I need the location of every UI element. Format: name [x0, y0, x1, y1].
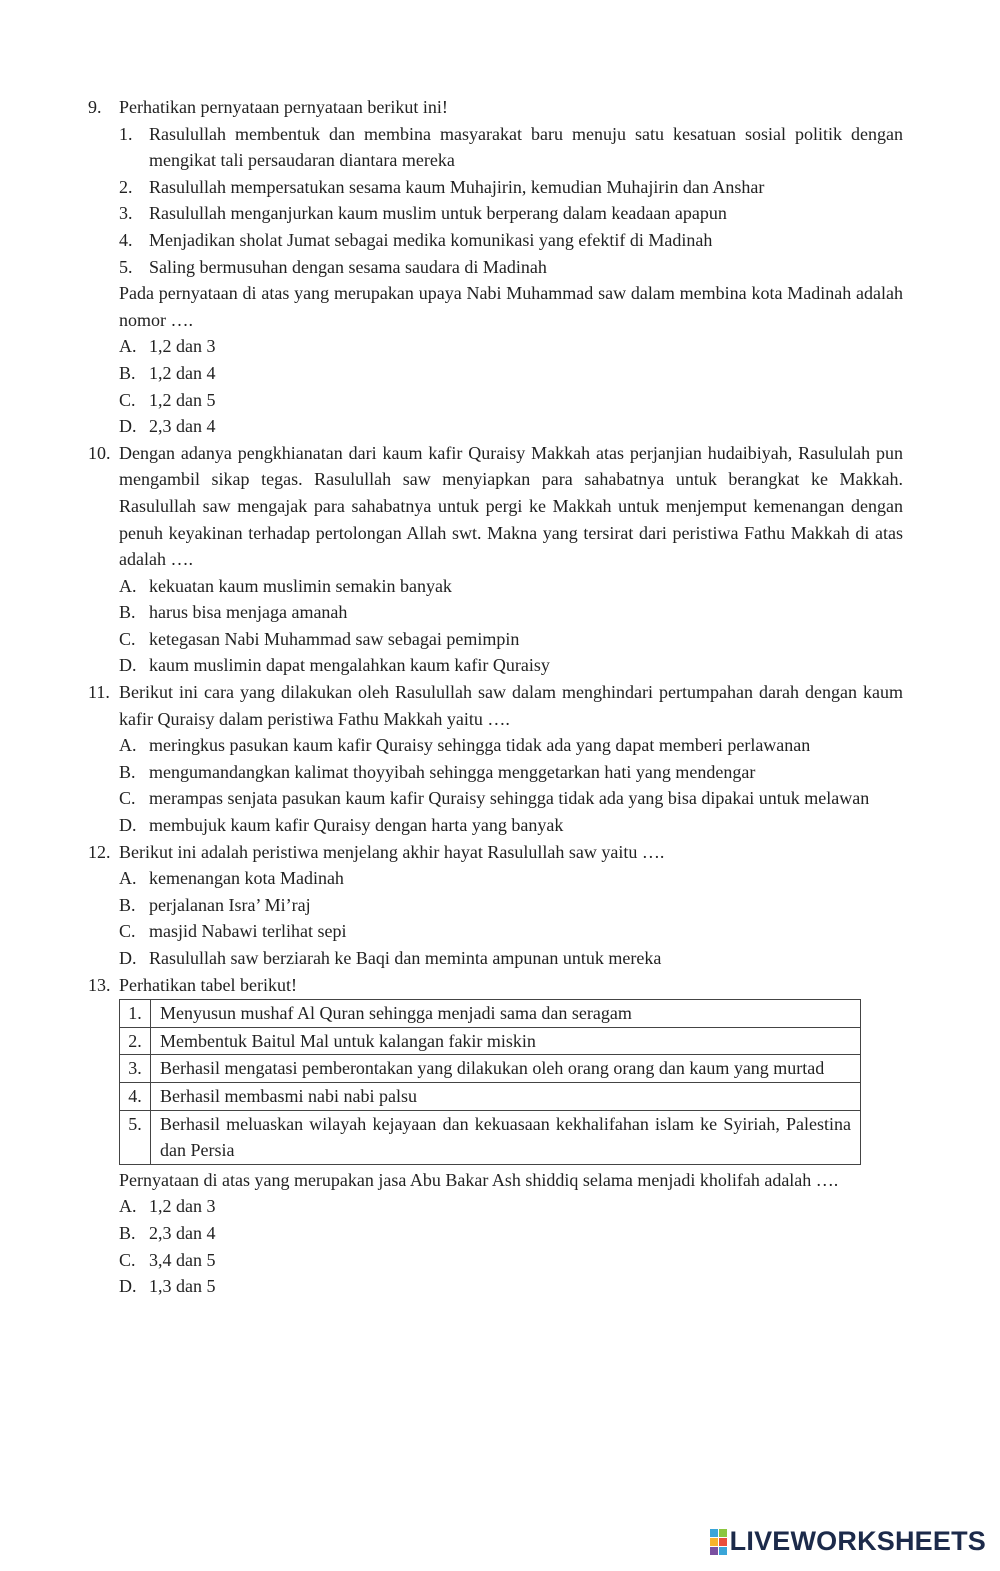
- option-label: B.: [119, 1222, 136, 1243]
- logo-block: [719, 1529, 727, 1537]
- option-text: kaum muslimin dapat mengalahkan kaum kafir Quraisy: [149, 655, 550, 676]
- question-number: 12.: [88, 841, 111, 862]
- question-number: 11.: [88, 682, 110, 703]
- question-text: Dengan adanya pengkhianatan dari kaum kafir Quraisy Makkah atas perjanjian hudaibiyah, Rasululah pun mengambil sikap tegas. Rasulullah saw menyiapkan para sahabatnya untuk berangkat ke Makkah. Rasulullah saw mengajak para sahabatnya untuk pergi ke Makkah untuk menjemput kemenangan dengan penuh keyakinan terhadap pertolongan Allah swt. Makna yang tersirat dari peristiwa Fathu Makkah di atas adalah ….: [119, 442, 903, 570]
- statement-text: Rasulullah menganjurkan kaum muslim untuk berperang dalam keadaan apapun: [149, 203, 727, 224]
- answer-option-d[interactable]: [119, 945, 903, 972]
- statement-item: [119, 254, 903, 281]
- option-label: B.: [119, 761, 136, 782]
- option-label: D.: [119, 416, 137, 437]
- answer-option-b[interactable]: [119, 759, 903, 786]
- answer-option-c[interactable]: [119, 626, 903, 653]
- question-prompt: Pada pernyataan di atas yang merupakan upaya Nabi Muhammad saw dalam membina kota Madinah adalah nomor ….: [119, 283, 903, 330]
- option-text: 1,2 dan 4: [149, 362, 216, 383]
- option-text: 1,2 dan 3: [149, 336, 216, 357]
- question-text: Perhatikan pernyataan pernyataan berikut ini!: [119, 97, 448, 117]
- option-label: C.: [119, 628, 136, 649]
- option-text: 3,4 dan 5: [149, 1249, 216, 1270]
- option-label: C.: [119, 1249, 136, 1270]
- answer-option-b[interactable]: [119, 360, 903, 387]
- option-label: D.: [119, 655, 137, 676]
- answer-options: [119, 1193, 903, 1299]
- option-text: 1,3 dan 5: [149, 1276, 216, 1297]
- statement-item: [119, 227, 903, 254]
- statement-number: 2.: [119, 176, 133, 197]
- option-text: masjid Nabawi terlihat sepi: [149, 921, 347, 942]
- statement-number: 4.: [119, 229, 133, 250]
- option-label: C.: [119, 389, 136, 410]
- option-text: harus bisa menjaga amanah: [149, 602, 348, 623]
- option-text: kemenangan kota Madinah: [149, 868, 344, 889]
- answer-option-c[interactable]: [119, 387, 903, 414]
- answer-option-b[interactable]: [119, 599, 903, 626]
- answer-option-d[interactable]: [119, 652, 903, 679]
- statement-number: 3.: [119, 203, 133, 224]
- option-label: B.: [119, 602, 136, 623]
- question-12: [88, 839, 903, 972]
- answer-option-b[interactable]: [119, 892, 903, 919]
- question-10: [88, 440, 903, 679]
- statement-list: [119, 121, 903, 281]
- option-text: meringkus pasukan kaum kafir Quraisy sehingga tidak ada yang dapat memberi perlawanan: [149, 735, 811, 756]
- statement-text: Rasulullah membentuk dan membina masyarakat baru menuju satu kesatuan sosial politik dengan mengikat tali persaudaran diantara mereka: [149, 123, 903, 171]
- question-number: 13.: [88, 974, 111, 995]
- option-text: kekuatan kaum muslimin semakin banyak: [149, 575, 452, 596]
- statement-item: [119, 121, 903, 174]
- answer-option-a[interactable]: [119, 732, 903, 759]
- logo-block: [710, 1538, 718, 1546]
- option-text: 1,2 dan 3: [149, 1196, 216, 1217]
- logo-text: LIVEWORKSHEETS: [729, 1526, 986, 1556]
- question-number: 10.: [88, 442, 111, 463]
- answer-option-a[interactable]: [119, 573, 903, 600]
- statement-item: [119, 200, 903, 227]
- option-text: ketegasan Nabi Muhammad saw sebagai pemimpin: [149, 628, 520, 649]
- table-cell-text: Berhasil mengatasi pemberontakan yang dilakukan oleh orang orang dan kaum yang murtad: [151, 1055, 861, 1083]
- statement-item: [119, 174, 903, 201]
- option-text: 1,2 dan 5: [149, 389, 216, 410]
- statement-table: [119, 999, 861, 1165]
- table-cell-text: Berhasil membasmi nabi nabi palsu: [151, 1082, 861, 1110]
- option-label: D.: [119, 815, 137, 836]
- question-11: [88, 679, 903, 839]
- option-label: C.: [119, 788, 136, 809]
- option-text: perjalanan Isra’ Mi’raj: [149, 894, 311, 915]
- table-row: [120, 1027, 861, 1055]
- option-text: merampas senjata pasukan kaum kafir Quraisy sehingga tidak ada yang bisa dipakai untuk melawan: [149, 788, 870, 809]
- logo-blocks-icon: [710, 1529, 727, 1555]
- question-text: Berikut ini cara yang dilakukan oleh Rasulullah saw dalam menghindari pertumpahan darah dengan kaum kafir Quraisy dalam peristiwa Fathu Makkah yaitu ….: [119, 682, 903, 729]
- option-label: B.: [119, 362, 136, 383]
- statement-number: 5.: [119, 256, 133, 277]
- table-row: [120, 1082, 861, 1110]
- option-text: 2,3 dan 4: [149, 416, 216, 437]
- logo-block: [710, 1547, 718, 1555]
- question-text: Perhatikan tabel berikut!: [119, 974, 297, 995]
- question-prompt: Pernyataan di atas yang merupakan jasa Abu Bakar Ash shiddiq selama menjadi kholifah adalah ….: [119, 1169, 839, 1190]
- logo-block: [719, 1547, 727, 1555]
- statement-text: Saling bermusuhan dengan sesama saudara di Madinah: [149, 256, 547, 277]
- table-cell-number: 4.: [120, 1082, 151, 1110]
- answer-option-c[interactable]: [119, 1247, 903, 1274]
- answer-option-a[interactable]: [119, 333, 903, 360]
- option-label: A.: [119, 336, 137, 357]
- table-cell-number: 2.: [120, 1027, 151, 1055]
- question-number: 9.: [88, 97, 102, 117]
- answer-options: [119, 732, 903, 838]
- table-cell-text: Menyusun mushaf Al Quran sehingga menjadi sama dan seragam: [151, 1000, 861, 1028]
- worksheet-page: [88, 94, 903, 1300]
- logo-block: [710, 1529, 718, 1537]
- option-label: A.: [119, 575, 137, 596]
- option-label: D.: [119, 1276, 137, 1297]
- answer-option-a[interactable]: [119, 1193, 903, 1220]
- question-text: Berikut ini adalah peristiwa menjelang akhir hayat Rasulullah saw yaitu ….: [119, 841, 665, 862]
- answer-option-d[interactable]: [119, 1273, 903, 1300]
- answer-option-c[interactable]: [119, 785, 903, 812]
- table-cell-number: 5.: [120, 1110, 151, 1164]
- statement-text: Menjadikan sholat Jumat sebagai medika komunikasi yang efektif di Madinah: [149, 229, 713, 250]
- option-label: B.: [119, 894, 136, 915]
- answer-options: [119, 573, 903, 679]
- answer-option-a[interactable]: [119, 865, 903, 892]
- answer-option-d[interactable]: [119, 812, 903, 839]
- option-label: D.: [119, 948, 137, 968]
- table-cell-text: Membentuk Baitul Mal untuk kalangan fakir miskin: [151, 1027, 861, 1055]
- liveworksheets-logo: [710, 1526, 986, 1557]
- question-9: [88, 94, 903, 440]
- table-row: [120, 1110, 861, 1164]
- table-cell-text: Berhasil meluaskan wilayah kejayaan dan kekuasaan kekhalifahan islam ke Syiriah, Palestina dan Persia: [151, 1110, 861, 1164]
- answer-option-d[interactable]: [119, 413, 903, 440]
- option-label: A.: [119, 1196, 137, 1217]
- option-label: A.: [119, 868, 137, 889]
- answer-options: [119, 333, 903, 439]
- option-text: mengumandangkan kalimat thoyyibah sehingga menggetarkan hati yang mendengar: [149, 761, 756, 782]
- answer-option-b[interactable]: [119, 1220, 903, 1247]
- option-text: Rasulullah saw berziarah ke Baqi dan meminta ampunan untuk mereka: [149, 948, 662, 968]
- question-13: [88, 972, 903, 1300]
- logo-block: [719, 1538, 727, 1546]
- table-row: [120, 1055, 861, 1083]
- option-label: C.: [119, 921, 136, 942]
- table-cell-number: 1.: [120, 1000, 151, 1028]
- answer-option-c[interactable]: [119, 918, 903, 945]
- option-text: membujuk kaum kafir Quraisy dengan harta yang banyak: [149, 815, 564, 836]
- statement-number: 1.: [119, 123, 133, 144]
- table-cell-number: 3.: [120, 1055, 151, 1083]
- option-label: A.: [119, 735, 137, 756]
- answer-options: [119, 865, 903, 971]
- option-text: 2,3 dan 4: [149, 1222, 216, 1243]
- table-row: [120, 1000, 861, 1028]
- statement-text: Rasulullah mempersatukan sesama kaum Muhajirin, kemudian Muhajirin dan Anshar: [149, 176, 765, 197]
